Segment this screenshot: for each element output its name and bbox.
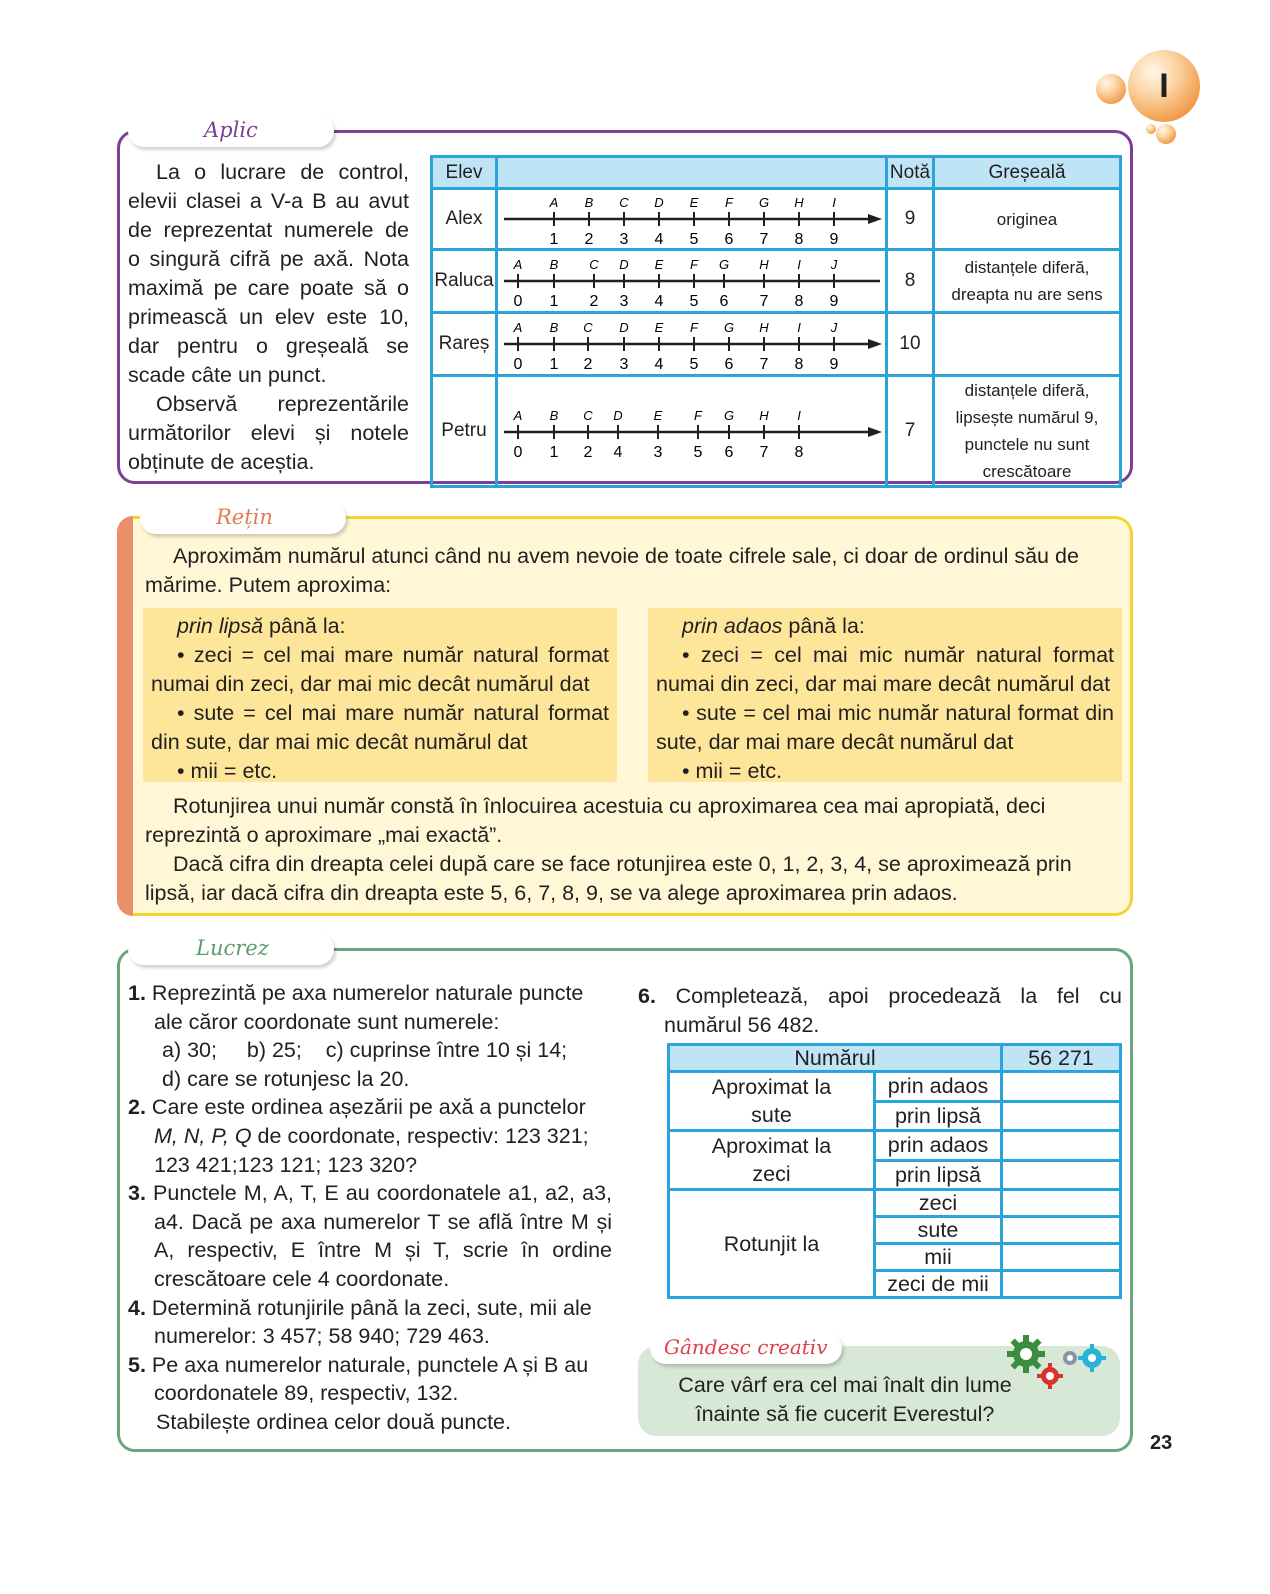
point-letter: A [549, 195, 559, 210]
grade: 8 [887, 250, 934, 313]
axis-arrow [868, 339, 882, 349]
point-letter: F [694, 407, 702, 423]
point-letter: G [718, 257, 730, 272]
table-row [432, 189, 1121, 250]
exercise-number: 1. [128, 981, 146, 1005]
point-number: 2 [584, 231, 594, 248]
aplic-paragraph-1: La o lucrare de control, elevii clasei a V-a B au avut de reprezentat numerele de o singură cifră pe axă. Nota maximă pe care poate să o primească un elev este 10, dar pentru o greșeală se scade câte un punct. [128, 160, 409, 387]
point-letter: D [619, 257, 629, 272]
point-number: 3 [619, 293, 629, 310]
table-row [432, 376, 1121, 487]
table-row [432, 250, 1121, 313]
point-letter: D [654, 195, 664, 210]
gandesc-question: Care vârf era cel mai înalt din lume înainte să fie cucerit Everestul? [678, 1373, 1012, 1426]
mistake-description: originea [934, 189, 1121, 250]
approximation-table [667, 1043, 1122, 1299]
axis-arrow [868, 214, 882, 224]
point-letter: C [619, 195, 629, 210]
point-letter: C [583, 320, 593, 335]
prin-lipsa-sute: • sute = cel mai mare număr natural format din sute, dar mai mic decât numărul dat [151, 701, 609, 754]
student-name: Alex [432, 189, 497, 250]
point-letter: F [690, 257, 698, 272]
col-elev: Elev [432, 157, 497, 189]
answer-cell[interactable] [1002, 1271, 1121, 1298]
row-label: prin adaos [875, 1131, 1002, 1161]
answer-cell[interactable] [1002, 1217, 1121, 1244]
point-number: 6 [724, 231, 734, 248]
point-letter: C [589, 257, 599, 272]
group-label-zeci: Aproximat la zeci [669, 1131, 875, 1190]
point-number: 2 [589, 293, 599, 310]
point-number: 7 [759, 231, 769, 248]
number-line-cell [497, 376, 887, 487]
point-number: 0 [513, 356, 523, 373]
point-letter: F [725, 195, 733, 210]
answer-cell[interactable] [1002, 1101, 1121, 1131]
point-letter: H [759, 257, 769, 272]
gear-icon [1078, 1344, 1106, 1372]
point-number: 6 [719, 293, 729, 310]
point-number: 6 [724, 356, 734, 373]
student-name: Petru [432, 376, 497, 487]
exercise-1-option-d: d) care se rotunjesc la 20. [162, 1066, 410, 1091]
retin-rotunjire [145, 792, 1121, 908]
point-letter: E [689, 195, 699, 210]
point-number: 3 [619, 356, 629, 373]
point-number: 0 [513, 443, 523, 461]
number-line [498, 190, 885, 248]
gear-icon [1063, 1351, 1077, 1365]
number-line [498, 314, 885, 374]
rotunjire-definition: Rotunjirea unui număr constă în înlocuirea acestuia cu aproximarea cea mai apropiată, deci reprezintă o aproximare „mai exactă”. [145, 794, 1046, 847]
point-number: 1 [549, 293, 559, 310]
number-line-cell [497, 313, 887, 376]
exercise-2: 2. Care este ordinea așezării pe axă a punctelor M, N, P, Q de coordonate, respectiv: 123 321; 123 421;123 121; 123 320? [128, 1095, 589, 1177]
col-greseala: Greșeală [934, 157, 1121, 189]
point-number: 7 [759, 356, 769, 373]
decorative-bubble [1096, 74, 1126, 104]
lucrez-left-column [128, 979, 612, 1437]
point-number: 1 [549, 231, 559, 248]
group-label-rotunjit: Rotunjit la [669, 1190, 875, 1298]
point-number: 8 [794, 231, 804, 248]
number-line-table [430, 155, 1122, 488]
point-number: 8 [794, 293, 804, 310]
prin-adaos-zeci: • zeci = cel mai mic număr natural format numai din zeci, dar mai mare decât numărul dat [656, 643, 1114, 696]
exercise-3: 3. Punctele M, A, T, E au coordonatele a1, a2, a3, a4. Dacă pe axa numerelor T se află între M și A, respectiv, E între M și T, scrie în ordine crescătoare cele 4 coordonate. [128, 1181, 612, 1291]
decorative-bubble [1146, 124, 1156, 134]
exercise-4: 4. Determină rotunjirile până la zeci, sute, mii ale numerelor: 3 457; 58 940; 729 463. [128, 1295, 592, 1349]
aplic-title: Aplic [128, 115, 334, 147]
point-letter: B [549, 320, 559, 335]
number-line-cell [497, 189, 887, 250]
grade: 10 [887, 313, 934, 376]
point-number: 3 [653, 443, 663, 461]
prin-adaos-mii: • mii = etc. [682, 759, 783, 783]
row-label: sute [875, 1217, 1002, 1244]
exercise-1-options: a) 30; b) 25; c) cuprinse între 10 și 14; [162, 1038, 568, 1063]
point-letter: A [513, 320, 523, 335]
point-letter: B [549, 407, 559, 423]
point-letter: E [653, 407, 663, 423]
point-letter: H [759, 407, 769, 423]
point-letter: G [723, 407, 735, 423]
prin-lipsa-heading-rest: până la: [263, 614, 346, 638]
gears-icon [1002, 1332, 1112, 1392]
point-number: 7 [759, 443, 769, 461]
point-number: 5 [693, 443, 703, 461]
prin-adaos-heading: prin adaos [682, 614, 783, 638]
mistake-description [934, 313, 1121, 376]
row-label: prin lipsă [875, 1160, 1002, 1190]
number-line [498, 251, 885, 311]
mistake-description: distanțele diferă, lipsește numărul 9, punctele nu sunt crescătoare [934, 376, 1121, 487]
lucrez-title: Lucrez [128, 933, 334, 965]
point-letter: E [654, 257, 664, 272]
aplic-paragraph [128, 158, 409, 477]
row-label: zeci [875, 1190, 1002, 1217]
number-line [498, 392, 885, 471]
col-axis [497, 157, 887, 189]
point-number: 2 [583, 356, 593, 373]
answer-cell[interactable] [1002, 1244, 1121, 1271]
row-label: prin adaos [875, 1072, 1002, 1102]
rotunjire-rule: Dacă cifra din dreapta celei după care se face rotunjirea este 0, 1, 2, 3, 4, se aproximează prin lipsă, iar dacă cifra din dreapta este 5, 6, 7, 8, 9, se va alege aproximarea prin adaos. [145, 852, 1072, 905]
exercise-5: 5. Pe axa numerelor naturale, punctele A și B au coordonatele 89, respectiv, 132. [128, 1352, 589, 1406]
point-number: 4 [654, 293, 664, 310]
point-letter: B [549, 257, 559, 272]
grade: 7 [887, 376, 934, 487]
student-name: Rareș [432, 313, 497, 376]
point-letter: I [797, 257, 801, 272]
axis-arrow [868, 427, 882, 437]
answer-cell[interactable] [1002, 1072, 1121, 1102]
answer-cell[interactable] [1002, 1190, 1121, 1217]
point-letter: I [797, 320, 801, 335]
point-number: 7 [759, 293, 769, 310]
prin-lipsa-mii: • mii = etc. [177, 759, 278, 783]
retin-left-band [117, 516, 133, 916]
number-line-cell [497, 250, 887, 313]
prin-lipsa-zeci: • zeci = cel mai mare număr natural format numai din zeci, dar mai mic decât numărul dat [151, 643, 609, 696]
chapter-letter: I [1159, 66, 1169, 105]
point-number: 8 [794, 443, 804, 461]
table-header-value: 56 271 [1002, 1045, 1121, 1072]
point-letter: D [613, 407, 623, 423]
group-label-sute: Aproximat la sute [669, 1072, 875, 1131]
retin-prin-lipsa [143, 608, 617, 782]
point-number: 5 [689, 356, 699, 373]
point-letter: E [654, 320, 664, 335]
point-number: 3 [619, 231, 629, 248]
retin-title: Rețin [140, 502, 346, 534]
point-number: 9 [829, 231, 839, 248]
row-label: prin lipsă [875, 1101, 1002, 1131]
row-label: mii [875, 1244, 1002, 1271]
prin-lipsa-heading: prin lipsă [177, 614, 264, 638]
point-letter: D [619, 320, 629, 335]
table-header-label: Numărul [669, 1045, 1002, 1072]
point-number: 5 [689, 231, 699, 248]
mistake-description: distanțele diferă, dreapta nu are sens [934, 250, 1121, 313]
decorative-bubble [1156, 124, 1176, 144]
gandesc-title: Gândesc creativ [650, 1332, 842, 1364]
point-letter: J [830, 257, 838, 272]
page-number: 23 [1150, 1432, 1173, 1454]
point-letter: H [794, 195, 804, 210]
point-letter: A [513, 407, 523, 423]
retin-prin-adaos [648, 608, 1122, 782]
point-letter: G [758, 195, 770, 210]
answer-cell[interactable] [1002, 1160, 1121, 1190]
student-name: Raluca [432, 250, 497, 313]
point-number: 1 [549, 356, 559, 373]
point-number: 9 [829, 356, 839, 373]
prin-adaos-heading-rest: până la: [782, 614, 865, 638]
point-number: 2 [583, 443, 593, 461]
point-letter: C [583, 407, 593, 423]
answer-cell[interactable] [1002, 1131, 1121, 1161]
point-number: 8 [794, 356, 804, 373]
point-number: 4 [654, 356, 664, 373]
point-letter: A [513, 257, 523, 272]
table-row [432, 313, 1121, 376]
exercise-6: 6. Completează, apoi procedează la fel cu numărul 56 482. [638, 984, 1122, 1037]
aplic-paragraph-2: Observă reprezentările următorilor elevi și notele obținute de aceștia. [128, 392, 409, 474]
point-letter: I [797, 407, 801, 423]
gear-icon [1007, 1335, 1045, 1373]
point-number: 9 [829, 293, 839, 310]
point-number: 5 [689, 293, 699, 310]
retin-intro: Aproximăm numărul atunci când nu avem nevoie de toate cifrele sale, ci doar de ordinul său de mărime. Putem aproxima: [145, 544, 1079, 597]
point-letter: J [830, 320, 838, 335]
exercise-1: 1. Reprezintă pe axa numerelor naturale puncte ale căror coordonate sunt numerele: [128, 981, 584, 1034]
point-number: 4 [613, 443, 623, 461]
row-label: zeci de mii [875, 1271, 1002, 1298]
point-letter: F [690, 320, 698, 335]
point-number: 1 [549, 443, 559, 461]
point-letter: G [723, 320, 735, 335]
grade: 9 [887, 189, 934, 250]
exercise-5-continued: Stabilește ordinea celor două puncte. [156, 1409, 511, 1434]
gear-icon [1037, 1363, 1063, 1389]
prin-adaos-sute: • sute = cel mai mic număr natural format din sute, dar mai mare decât numărul dat [656, 701, 1114, 754]
point-letter: H [759, 320, 769, 335]
point-letter: I [832, 195, 836, 210]
point-number: 6 [724, 443, 734, 461]
point-number: 0 [513, 293, 523, 310]
point-letter: B [584, 195, 594, 210]
point-number: 4 [654, 231, 664, 248]
col-nota: Notă [887, 157, 934, 189]
exercise-3-text: Punctele M, A, T, E au coordonatele a1, a2, a3, a4. Dacă pe axa numerelor T se află între M și A, respectiv, E între M și T, scrie în ordine crescătoare cele 4 coordonate. [153, 1181, 612, 1291]
